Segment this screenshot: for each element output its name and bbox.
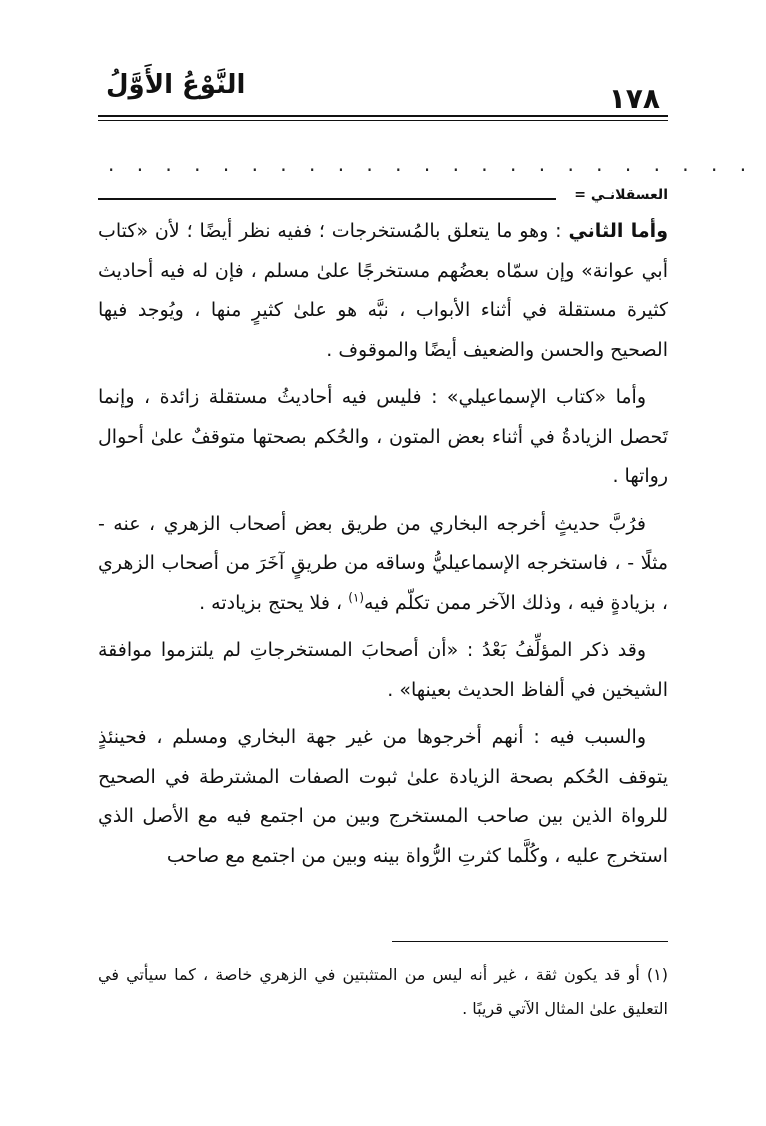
paragraph (98, 378, 668, 497)
page-number: ١٧٨ (608, 82, 660, 115)
footnote-rule (392, 941, 668, 942)
footnotes (98, 958, 668, 1026)
paragraph-text: : وهو ما يتعلق بالمُستخرجات ؛ ففيه نظر أيضًا ؛ لأن «كتاب أبي عوانة» وإن سمّاه بعضُهم مستخرجًا علىٰ مسلم ، فإن له فيه أحاديث كثيرة مستقلة في أثناء الأبواب ، نبَّه هو علىٰ كثيرٍ منها ، ويُوجد فيها الصحيح والحسن والضعيف أيضًا والموقوف . (98, 220, 668, 361)
page-header (98, 60, 668, 114)
footnote-text: (١) أو قد يكون ثقة ، غير أنه ليس من المتثبتين في الزهري خاصة ، كما سيأتي في التعليق علىٰ المثال الآتي قريبًا . (98, 965, 668, 1018)
paragraph-lead: وأما الثاني (568, 220, 668, 242)
paragraph-text: والسبب فيه : أنهم أخرجوها من غير جهة البخاري ومسلم ، فحينئذٍ يتوقف الحُكم بصحة الزيادة علىٰ ثبوت الصفات المشترطة في الصحيح للرواة الذين بين صاحب المستخرج وبين من اجتمع فيه مع الأصل الذي استخرج عليه ، وكُلَّما كثرتِ الرُّواة بينه وبين من اجتمع مع صاحب (98, 726, 668, 867)
paragraph (98, 212, 668, 370)
continuation-marker (98, 187, 668, 213)
footnote-reference[interactable]: (١) (348, 590, 365, 605)
running-title: النَّوْعُ الأَوَّلُ (106, 70, 246, 100)
paragraph (98, 631, 668, 710)
continuation-line (98, 198, 556, 200)
main-text (98, 212, 668, 884)
continuation-label: العسقلانـي = (574, 187, 668, 203)
paragraph (98, 718, 668, 876)
header-rule (98, 115, 668, 121)
paragraph (98, 505, 668, 624)
paragraph-text: وأما «كتاب الإسماعيلي» : فليس فيه أحاديثُ مستقلة زائدة ، وإنما تَحصل الزيادةُ في أثناء بعض المتون ، والحُكم بصحتها متوقفٌ علىٰ أحوال رواتها . (98, 386, 668, 487)
footnote (98, 958, 668, 1026)
paragraph-text: وقد ذكر المؤلِّفُ بَعْدُ : «أن أصحابَ المستخرجاتِ لم يلتزموا موافقة الشيخين في ألفاظ الحديث بعينها» . (98, 639, 668, 701)
paragraph-text: فرُبَّ حديثٍ أخرجه البخاري من طريق بعض أصحاب الزهري ، عنه - مثلًا - ، فاستخرجه الإسماعيليُّ وساقه من طريقٍ آخَرَ من أصحاب الزهري ، بزيادةٍ فيه ، وذلك الآخر ممن تكلّم فيه (98, 512, 668, 614)
paragraph-text-after: ، فلا يحتج بزيادته . (199, 591, 349, 614)
separator-dots: . . . . . . . . . . . . . . . . . . . . . . . (108, 152, 755, 176)
